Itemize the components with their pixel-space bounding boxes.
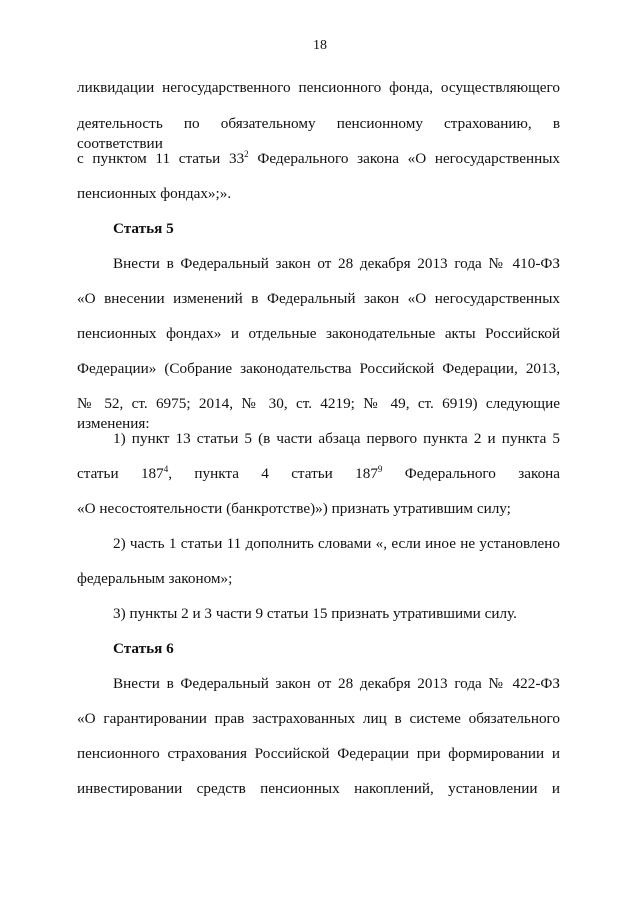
text-line: 3) пункты 2 и 3 части 9 статьи 15 признать утратившими силу. (113, 605, 517, 622)
text-line (77, 464, 560, 484)
text-fragment: Федерального (404, 465, 496, 482)
text-line: пенсионного страхования Российской Федерации при формировании и (77, 745, 560, 762)
text-fragment: 4 (261, 465, 269, 482)
text-line: Внести в Федеральный закон от 28 декабря 2013 года № 422-ФЗ (113, 675, 560, 692)
text-fragment: статьи (77, 465, 119, 482)
text-line: ликвидации негосударственного пенсионного фонда, осуществляющего (77, 79, 560, 96)
superscript: 2 (244, 149, 249, 159)
text-line: деятельность по обязательному пенсионному страхованию, в соответствии (77, 115, 560, 152)
superscript: 4 (163, 464, 169, 474)
text-line: № 52, ст. 6975; 2014, № 30, ст. 4219; № 49, ст. 6919) следующие изменения: (77, 395, 560, 432)
text-line: пенсионных фондах» и отдельные законодательные акты Российской (77, 325, 560, 342)
text-line: федеральным законом»; (77, 570, 233, 587)
text-line: инвестировании средств пенсионных накоплений, установлении и (77, 780, 560, 797)
text-line: 2) часть 1 статьи 11 дополнить словами «, если иное не установлено (113, 535, 560, 552)
text-line: «О внесении изменений в Федеральный закон «О негосударственных (77, 290, 560, 307)
article-heading: Статья 5 (113, 220, 174, 237)
article-heading: Статья 6 (113, 640, 174, 657)
text-fragment: $187^9$ (355, 464, 383, 482)
text-line: «О гарантировании прав застрахованных лиц в системе обязательного (77, 710, 560, 727)
text-fragment: с пунктом 11 статьи 33 (77, 150, 245, 167)
superscript: 9 (377, 464, 383, 474)
text-fragment: $187^4$, (140, 464, 173, 482)
page-number: 18 (313, 38, 327, 53)
text-line (77, 149, 560, 169)
text-line: пенсионных фондах»;». (77, 185, 232, 202)
text-line: Внести в Федеральный закон от 28 декабря 2013 года № 410-ФЗ (113, 255, 560, 272)
text-line: «О несостоятельности (банкротстве)») признать утратившим силу; (77, 500, 511, 517)
text-fragment: закона (518, 465, 561, 482)
text-line: Федерации» (Собрание законодательства Российской Федерации, 2013, (77, 360, 560, 377)
text-fragment: статьи (291, 465, 333, 482)
text-fragment: Федерального закона «О негосударственных (248, 150, 560, 167)
text-line: 1) пункт 13 статьи 5 (в части абзаца первого пункта 2 и пункта 5 (113, 430, 560, 447)
text-fragment: пункта (194, 465, 239, 482)
